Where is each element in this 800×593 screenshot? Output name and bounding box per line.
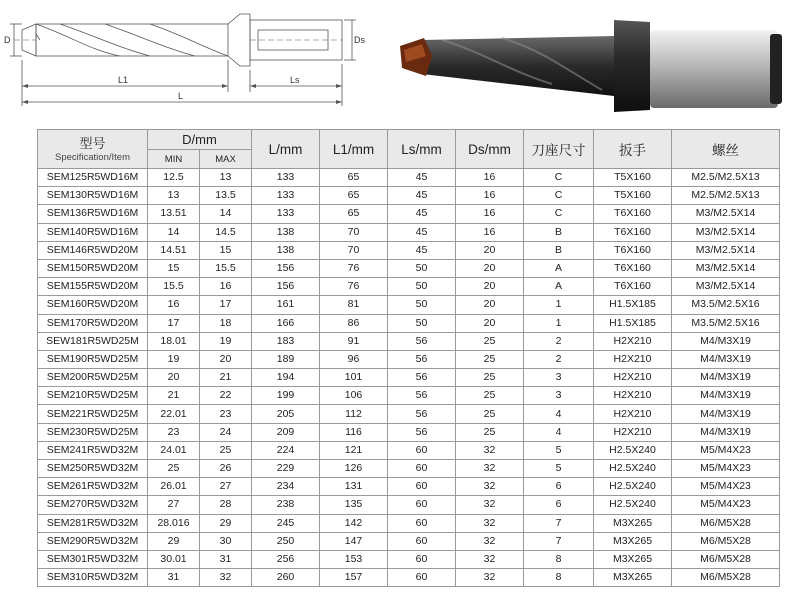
cell-screw: M3/M2.5X14 [672,241,780,259]
cell-d-min: 15 [148,259,200,277]
cell-ls: 60 [388,496,456,514]
table-row [38,187,780,205]
specification-table [37,129,780,587]
cell-model: SEM281R5WD32M [38,514,148,532]
table-row [38,532,780,550]
header-ls: Ls/mm [388,130,456,169]
cell-ds: 20 [456,278,524,296]
header-model [38,130,148,169]
cell-screw: M3/M2.5X14 [672,205,780,223]
cell-ds: 20 [456,296,524,314]
table-row [38,332,780,350]
cell-ls: 45 [388,241,456,259]
cell-l: 166 [252,314,320,332]
cell-d-min: 14.51 [148,241,200,259]
cell-seat-size: 3 [524,369,594,387]
cell-seat-size: A [524,259,594,277]
cell-wrench: H2X210 [594,387,672,405]
cell-ls: 50 [388,296,456,314]
cell-d-max: 15.5 [200,259,252,277]
cell-screw: M6/M5X28 [672,550,780,568]
cell-ls: 60 [388,550,456,568]
cell-seat-size: 7 [524,514,594,532]
cell-ds: 32 [456,514,524,532]
cell-d-max: 31 [200,550,252,568]
cell-d-max: 22 [200,387,252,405]
cell-l: 194 [252,369,320,387]
cell-l1: 112 [320,405,388,423]
cell-l: 250 [252,532,320,550]
cell-d-max: 20 [200,350,252,368]
cell-ls: 56 [388,423,456,441]
cell-seat-size: 8 [524,569,594,587]
cell-d-min: 26.01 [148,478,200,496]
header-wrench: 扳手 [594,130,672,169]
cell-wrench: T6X160 [594,278,672,296]
cell-seat-size: B [524,223,594,241]
cell-ds: 16 [456,223,524,241]
cell-d-max: 13.5 [200,187,252,205]
cell-ds: 32 [456,569,524,587]
cell-wrench: H2X210 [594,369,672,387]
cell-l1: 153 [320,550,388,568]
cell-model: SEM270R5WD32M [38,496,148,514]
cell-ds: 25 [456,350,524,368]
header-d-max: MAX [200,150,252,169]
cell-model: SEM221R5WD25M [38,405,148,423]
cell-d-min: 19 [148,350,200,368]
cell-screw: M6/M5X28 [672,569,780,587]
cell-ls: 56 [388,332,456,350]
cell-ds: 32 [456,478,524,496]
cell-screw: M4/M3X19 [672,332,780,350]
header-d-min: MIN [148,150,200,169]
table-row [38,478,780,496]
cell-ls: 60 [388,532,456,550]
cell-seat-size: 7 [524,532,594,550]
cell-l1: 126 [320,460,388,478]
cell-l: 260 [252,569,320,587]
cell-wrench: T5X160 [594,169,672,187]
header-ds: Ds/mm [456,130,524,169]
table-row [38,259,780,277]
cell-wrench: T6X160 [594,205,672,223]
cell-screw: M5/M4X23 [672,496,780,514]
cell-ds: 25 [456,423,524,441]
cell-seat-size: A [524,278,594,296]
cell-d-min: 13 [148,187,200,205]
cell-screw: M4/M3X19 [672,387,780,405]
cell-seat-size: 1 [524,314,594,332]
drill-product-photo [392,10,796,118]
header-model-en: Specification/Item [55,151,130,163]
cell-ls: 45 [388,169,456,187]
cell-l: 138 [252,223,320,241]
cell-l: 234 [252,478,320,496]
cell-d-min: 17 [148,314,200,332]
table-row [38,369,780,387]
table-row [38,241,780,259]
cell-d-max: 17 [200,296,252,314]
cell-screw: M5/M4X23 [672,460,780,478]
cell-model: SEM146R5WD20M [38,241,148,259]
cell-model: SEM241R5WD32M [38,441,148,459]
cell-d-min: 28.016 [148,514,200,532]
cell-seat-size: 8 [524,550,594,568]
cell-l: 133 [252,169,320,187]
cell-ds: 20 [456,241,524,259]
cell-screw: M4/M3X19 [672,405,780,423]
cell-model: SEM250R5WD32M [38,460,148,478]
cell-d-max: 32 [200,569,252,587]
table-row [38,169,780,187]
cell-l1: 76 [320,259,388,277]
cell-wrench: M3X265 [594,532,672,550]
cell-ls: 60 [388,569,456,587]
cell-ls: 50 [388,314,456,332]
cell-l1: 65 [320,169,388,187]
cell-model: SEM190R5WD25M [38,350,148,368]
cell-wrench: M3X265 [594,550,672,568]
cell-l: 133 [252,187,320,205]
header-model-cn: 型号 [79,135,106,151]
cell-screw: M4/M3X19 [672,350,780,368]
cell-wrench: H2X210 [594,332,672,350]
cell-model: SEM310R5WD32M [38,569,148,587]
cell-l1: 70 [320,223,388,241]
cell-d-min: 18.01 [148,332,200,350]
cell-screw: M3/M2.5X14 [672,259,780,277]
cell-ls: 56 [388,369,456,387]
cell-model: SEM140R5WD16M [38,223,148,241]
cell-model: SEM150R5WD20M [38,259,148,277]
table-row [38,314,780,332]
cell-ds: 16 [456,169,524,187]
cell-d-min: 30.01 [148,550,200,568]
header-d-group: D/mm [148,130,252,150]
cell-l1: 86 [320,314,388,332]
cell-ls: 56 [388,405,456,423]
cell-screw: M4/M3X19 [672,423,780,441]
cell-d-min: 22.01 [148,405,200,423]
cell-model: SEM230R5WD25M [38,423,148,441]
cell-ls: 60 [388,441,456,459]
cell-l1: 147 [320,532,388,550]
cell-l1: 91 [320,332,388,350]
cell-l: 138 [252,241,320,259]
cell-ds: 25 [456,387,524,405]
cell-seat-size: 6 [524,478,594,496]
cell-d-max: 30 [200,532,252,550]
cell-model: SEM170R5WD20M [38,314,148,332]
table-row [38,514,780,532]
table-row [38,569,780,587]
cell-model: SEM136R5WD16M [38,205,148,223]
cell-screw: M2.5/M2.5X13 [672,187,780,205]
cell-l1: 135 [320,496,388,514]
header-l1: L1/mm [320,130,388,169]
cell-ls: 45 [388,187,456,205]
cell-model: SEM261R5WD32M [38,478,148,496]
cell-seat-size: B [524,241,594,259]
table-row [38,296,780,314]
cell-model: SEM155R5WD20M [38,278,148,296]
cell-d-max: 28 [200,496,252,514]
cell-ds: 25 [456,405,524,423]
cell-d-max: 18 [200,314,252,332]
cell-l1: 142 [320,514,388,532]
cell-wrench: T6X160 [594,223,672,241]
cell-d-max: 15 [200,241,252,259]
cell-ds: 25 [456,369,524,387]
cell-l: 133 [252,205,320,223]
cell-wrench: H2.5X240 [594,478,672,496]
cell-d-min: 20 [148,369,200,387]
cell-ds: 32 [456,460,524,478]
cell-seat-size: C [524,187,594,205]
cell-d-min: 27 [148,496,200,514]
cell-d-max: 25 [200,441,252,459]
cell-d-max: 24 [200,423,252,441]
header-seat-size: 刀座尺寸 [524,130,594,169]
cell-d-max: 14 [200,205,252,223]
cell-d-max: 27 [200,478,252,496]
drawing-label-ls: Ls [290,75,300,85]
header-l: L/mm [252,130,320,169]
cell-l1: 70 [320,241,388,259]
cell-d-min: 25 [148,460,200,478]
table-row [38,205,780,223]
table-row [38,405,780,423]
cell-seat-size: 2 [524,350,594,368]
cell-l1: 106 [320,387,388,405]
cell-d-max: 29 [200,514,252,532]
cell-screw: M4/M3X19 [672,369,780,387]
cell-d-min: 24.01 [148,441,200,459]
cell-d-min: 13.51 [148,205,200,223]
cell-d-min: 23 [148,423,200,441]
cell-d-min: 15.5 [148,278,200,296]
cell-d-min: 29 [148,532,200,550]
cell-l: 209 [252,423,320,441]
cell-wrench: T5X160 [594,187,672,205]
cell-l: 238 [252,496,320,514]
cell-ls: 60 [388,514,456,532]
drawing-label-l: L [178,91,184,101]
cell-l1: 76 [320,278,388,296]
cell-l: 156 [252,259,320,277]
cell-l1: 101 [320,369,388,387]
cell-model: SEM125R5WD16M [38,169,148,187]
cell-model: SEM160R5WD20M [38,296,148,314]
cell-ds: 25 [456,332,524,350]
cell-l: 199 [252,387,320,405]
cell-l: 256 [252,550,320,568]
table-row [38,460,780,478]
cell-screw: M2.5/M2.5X13 [672,169,780,187]
cell-screw: M6/M5X28 [672,532,780,550]
cell-seat-size: 5 [524,460,594,478]
cell-seat-size: 4 [524,405,594,423]
cell-ds: 20 [456,259,524,277]
cell-d-min: 12.5 [148,169,200,187]
cell-screw: M3/M2.5X14 [672,223,780,241]
cell-ls: 56 [388,350,456,368]
cell-d-max: 21 [200,369,252,387]
cell-wrench: H2X210 [594,350,672,368]
cell-screw: M5/M4X23 [672,441,780,459]
cell-l: 189 [252,350,320,368]
cell-seat-size: C [524,205,594,223]
table-row [38,223,780,241]
table-row [38,278,780,296]
drawing-label-l1: L1 [118,75,129,85]
cell-l1: 116 [320,423,388,441]
cell-d-max: 16 [200,278,252,296]
cell-l: 156 [252,278,320,296]
cell-ds: 16 [456,187,524,205]
cell-seat-size: C [524,169,594,187]
cell-l1: 157 [320,569,388,587]
cell-screw: M3.5/M2.5X16 [672,314,780,332]
cell-screw: M3.5/M2.5X16 [672,296,780,314]
drawing-label-d: D [4,35,11,45]
cell-model: SEM210R5WD25M [38,387,148,405]
cell-l1: 131 [320,478,388,496]
cell-l: 224 [252,441,320,459]
cell-ds: 20 [456,314,524,332]
table-row [38,423,780,441]
cell-l1: 96 [320,350,388,368]
cell-l1: 65 [320,205,388,223]
drawing-label-ds: Ds [354,35,365,45]
cell-seat-size: 1 [524,296,594,314]
cell-d-max: 26 [200,460,252,478]
cell-l: 183 [252,332,320,350]
header-screw: 螺丝 [672,130,780,169]
cell-wrench: H2X210 [594,423,672,441]
cell-ds: 32 [456,550,524,568]
cell-d-max: 14.5 [200,223,252,241]
cell-d-min: 16 [148,296,200,314]
cell-wrench: T6X160 [594,241,672,259]
cell-ls: 45 [388,205,456,223]
cell-seat-size: 6 [524,496,594,514]
table-row [38,441,780,459]
cell-ls: 50 [388,259,456,277]
cell-ds: 32 [456,532,524,550]
cell-wrench: H1.5X185 [594,296,672,314]
table-row [38,550,780,568]
cell-d-max: 23 [200,405,252,423]
cell-l1: 81 [320,296,388,314]
cell-l: 229 [252,460,320,478]
table-row [38,387,780,405]
cell-model: SEM301R5WD32M [38,550,148,568]
cell-ds: 32 [456,496,524,514]
cell-model: SEM130R5WD16M [38,187,148,205]
cell-wrench: T6X160 [594,259,672,277]
cell-screw: M6/M5X28 [672,514,780,532]
cell-l1: 121 [320,441,388,459]
table-row [38,350,780,368]
cell-ls: 56 [388,387,456,405]
drill-technical-drawing [0,0,380,125]
cell-d-max: 13 [200,169,252,187]
cell-wrench: H2.5X240 [594,460,672,478]
cell-seat-size: 2 [524,332,594,350]
cell-ls: 45 [388,223,456,241]
cell-wrench: H2.5X240 [594,441,672,459]
cell-screw: M3/M2.5X14 [672,278,780,296]
cell-l1: 65 [320,187,388,205]
cell-ds: 32 [456,441,524,459]
cell-wrench: H1.5X185 [594,314,672,332]
cell-seat-size: 5 [524,441,594,459]
cell-ls: 60 [388,460,456,478]
table-row [38,496,780,514]
cell-screw: M5/M4X23 [672,478,780,496]
cell-seat-size: 4 [524,423,594,441]
cell-ls: 60 [388,478,456,496]
cell-wrench: H2.5X240 [594,496,672,514]
cell-d-max: 19 [200,332,252,350]
cell-model: SEM200R5WD25M [38,369,148,387]
cell-d-min: 14 [148,223,200,241]
cell-ls: 50 [388,278,456,296]
cell-ds: 16 [456,205,524,223]
cell-wrench: H2X210 [594,405,672,423]
cell-wrench: M3X265 [594,514,672,532]
cell-model: SEW181R5WD25M [38,332,148,350]
cell-l: 161 [252,296,320,314]
specification-rows [38,169,780,587]
cell-l: 245 [252,514,320,532]
cell-seat-size: 3 [524,387,594,405]
cell-l: 205 [252,405,320,423]
cell-wrench: M3X265 [594,569,672,587]
cell-d-min: 21 [148,387,200,405]
cell-model: SEM290R5WD32M [38,532,148,550]
cell-d-min: 31 [148,569,200,587]
